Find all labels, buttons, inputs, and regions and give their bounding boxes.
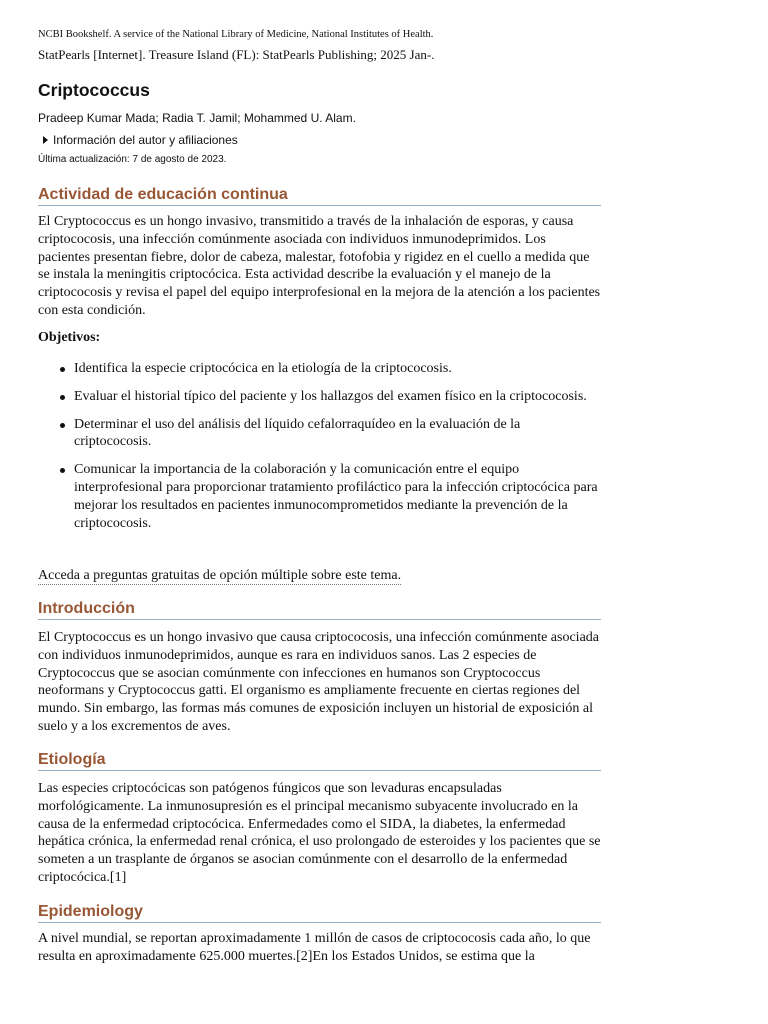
free-mcq-link[interactable]: Acceda a preguntas gratuitas de opción múltiple sobre este tema.	[38, 568, 402, 583]
page-title: Criptococcus	[38, 80, 150, 100]
bullet-icon	[60, 468, 65, 473]
objectives-list	[38, 360, 601, 542]
section-title-introduction: Introducción	[38, 600, 601, 620]
last-updated-date: Última actualización: 7 de agosto de 2023.	[38, 154, 227, 165]
objective-text: Evaluar el historial típico del paciente y los hallazgos del examen físico en la criptococosis.	[74, 388, 587, 404]
section-title-epidemiology: Epidemiology	[38, 903, 601, 923]
section-title-cme: Actividad de educación continua	[38, 186, 601, 206]
ncbi-bookshelf-banner: NCBI Bookshelf. A service of the National Library of Medicine, National Institutes of Health.	[38, 29, 434, 40]
introduction-paragraph: El Cryptococcus es un hongo invasivo que causa criptococosis, una infección comúnmente asociada con individuos inmunodeprimidos, aunque es rara en individuos sanos. Las 2 especies de Cryptococcus que se asocian comúnmente con infecciones en humanos son Cryptococcus neoformans y Cryptococcus gatti. El organismo es ampliamente frecuente en ciertas regiones del mundo. Sin embargo, las formas más comunes de exposición incluyen un historial de exposición al suelo y a los excrementos de aves.	[38, 630, 599, 734]
objective-item	[38, 461, 601, 532]
objectives-label: Objetivos:	[38, 330, 101, 345]
objective-item	[38, 360, 601, 378]
bullet-icon	[60, 395, 65, 400]
objective-item	[38, 416, 601, 452]
etiology-paragraph: Las especies criptocócicas son patógenos fúngicos que son levaduras encapsuladas morfológicamente. La inmunosupresión es el principal mecanismo subyacente involucrado en la causa de la enfermedad criptocócica. Enfermedades como el SIDA, la diabetes, la enfermedad hepática crónica, la enfermedad renal crónica, el uso prolongado de esteroides y los pacientes que se someten a un trasplante de órganos se asocian comúnmente con el desarrollo de la enfermedad criptocócica.[1]	[38, 781, 601, 885]
author-info-toggle[interactable]	[38, 133, 238, 147]
objective-item	[38, 388, 601, 406]
author-list: Pradeep Kumar Mada; Radia T. Jamil; Mohammed U. Alam.	[38, 111, 356, 125]
cme-paragraph: El Cryptococcus es un hongo invasivo, transmitido a través de la inhalación de esporas, y causa criptococosis, una infección comúnmente asociada con individuos inmunodeprimidos. Los pacientes presentan fiebre, dolor de cabeza, malestar, fotofobia y rigidez en el cuello a medida que se instala la meningitis criptocócica. Esta actividad describe la evaluación y el manejo de la criptococosis y revisa el papel del equipo interprofesional en la mejora de la atención a los pacientes con esta condición.	[38, 214, 601, 318]
section-title-etiology: Etiología	[38, 751, 601, 771]
objective-text: Identifica la especie criptocócica en la etiología de la criptococosis.	[74, 361, 452, 376]
bullet-icon	[60, 423, 65, 428]
epidemiology-paragraph: A nivel mundial, se reportan aproximadamente 1 millón de casos de criptococosis cada año, lo que resulta en aproximadamente 625.000 muertes.[2]En los Estados Unidos, se estima que la	[38, 931, 591, 964]
caret-right-icon	[43, 136, 48, 144]
author-info-toggle-label: Información del autor y afiliaciones	[53, 133, 238, 147]
book-citation: StatPearls [Internet]. Treasure Island (FL): StatPearls Publishing; 2025 Jan-.	[38, 47, 435, 62]
bullet-icon	[60, 367, 65, 372]
objective-text: Comunicar la importancia de la colaboración y la comunicación entre el equipo interprofesional para proporcionar tratamiento profiláctico para la infección criptocócica para mejorar los resultados en pacientes inmunocomprometidos mediante la prevención de la criptococosis.	[74, 462, 598, 531]
objective-text: Determinar el uso del análisis del líquido cefalorraquídeo en la evaluación de la criptococosis.	[74, 416, 521, 450]
